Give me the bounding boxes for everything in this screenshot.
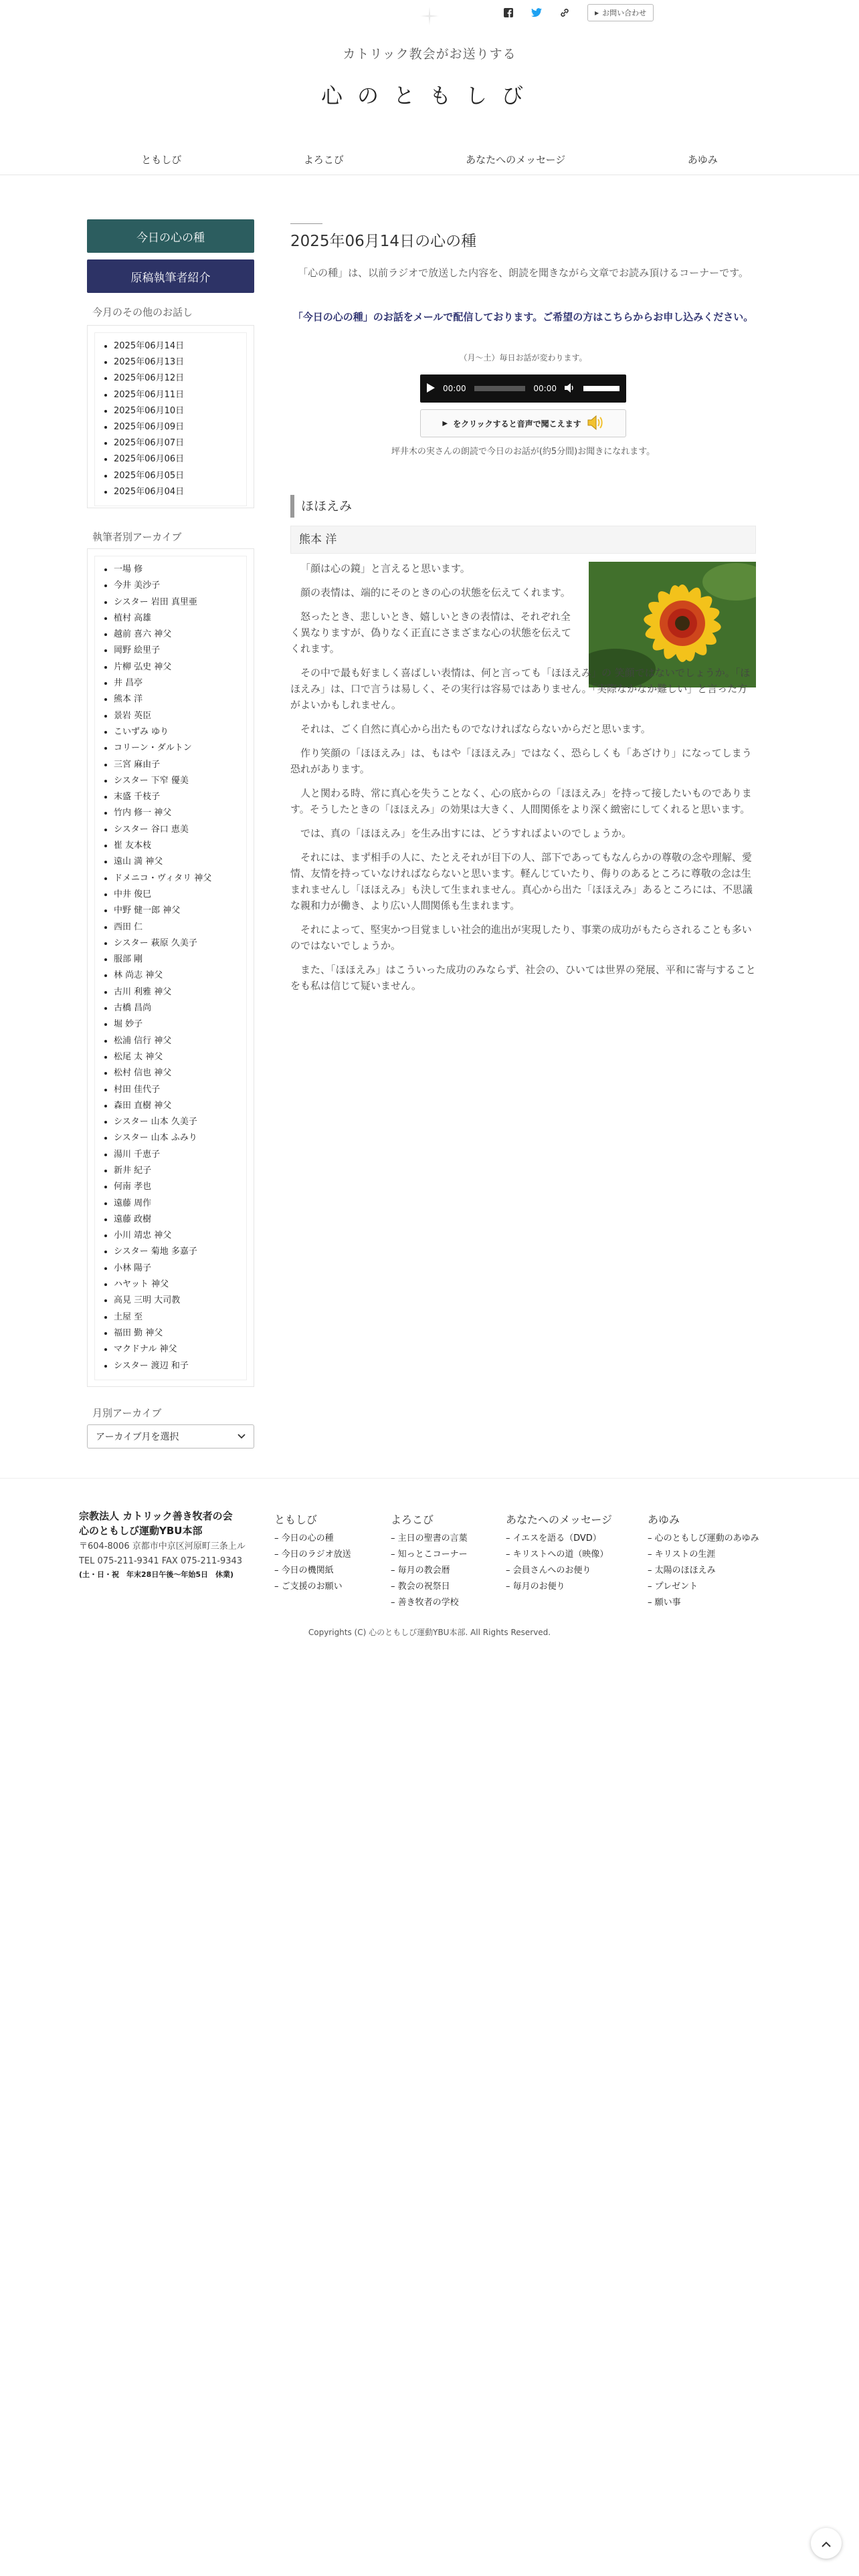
today-seed-button[interactable]: 今日の心の種 <box>87 219 254 253</box>
footer-link-label: キリストの生涯 <box>654 1549 716 1560</box>
footer-link-label: プレゼント <box>654 1582 698 1592</box>
footer-org <box>79 1509 233 1538</box>
dash-bullet: – <box>648 1582 655 1592</box>
author-archive-link[interactable]: • シスター 萩原 久美子 <box>114 936 240 952</box>
author-archive-link[interactable]: • 何南 孝也 <box>114 1179 240 1195</box>
author-archive-link[interactable]: • 古橋 昌尚 <box>114 1000 240 1016</box>
back-to-top-button[interactable] <box>811 2528 842 2559</box>
dash-bullet: – <box>391 1566 398 1576</box>
author-archive-link[interactable]: • 福田 勤 神父 <box>114 1325 240 1341</box>
header-utility <box>503 4 654 21</box>
other-talks-box <box>87 325 254 508</box>
author-archive-link[interactable]: • シスター 下窄 優美 <box>114 773 240 789</box>
footer-hours: (土・日・祝 年末28日午後〜年始5日 休業) <box>79 1570 234 1579</box>
author-archive-link[interactable]: • 土屋 至 <box>114 1309 240 1325</box>
footer-link-label: 教会の祝祭日 <box>397 1582 450 1592</box>
seek-bar[interactable] <box>474 386 526 391</box>
footer-link[interactable] <box>506 1579 612 1595</box>
dash-bullet: – <box>391 1582 398 1592</box>
author-archive-link[interactable]: • シスター 岩田 真里亜 <box>114 595 240 611</box>
sparkle-decoration <box>420 7 439 25</box>
footer-link-label: 今日のラジオ放送 <box>281 1549 351 1560</box>
author-archive-link[interactable]: • 松浦 信行 神父 <box>114 1033 240 1049</box>
footer-link-label: 主日の聖書の言葉 <box>397 1533 468 1543</box>
author-archive-link[interactable]: • 遠山 満 神父 <box>114 854 240 870</box>
copyright: Copyrights (C) 心のともしび運動YBU本部. All Rights Reserved. <box>308 1628 551 1637</box>
footer-link[interactable] <box>274 1579 351 1595</box>
dash-bullet: – <box>391 1598 398 1608</box>
other-talk-link[interactable]: • 2025年06月14日 <box>114 338 240 354</box>
chevron-up-icon <box>822 2537 831 2550</box>
footer-col-yorokobi <box>391 1511 468 1611</box>
dash-bullet: – <box>274 1549 282 1560</box>
speaker-icon <box>587 415 604 432</box>
article-paragraph: それは、ごく自然に真心から出たものでなければならないからだと思います。 <box>300 723 651 735</box>
other-talk-link[interactable]: • 2025年06月05日 <box>114 468 240 484</box>
dash-bullet: – <box>506 1549 513 1560</box>
dash-bullet: – <box>506 1533 513 1543</box>
footer-link[interactable] <box>648 1547 759 1563</box>
other-talk-link[interactable]: • 2025年06月09日 <box>114 419 240 435</box>
footer-link[interactable] <box>391 1579 468 1595</box>
article-paragraph: 作り笑顔の「ほほえみ」は、もはや「ほほえみ」ではなく、恐らしくも「あざけり」になってしまう恐れがあります。 <box>290 747 752 775</box>
footer-link-label: 毎月のお便り <box>512 1582 565 1592</box>
footer-tel: TEL 075-211-9341 FAX 075-211-9343 <box>79 1556 243 1566</box>
dash-bullet: – <box>391 1533 398 1543</box>
author-archive-link[interactable]: • 松尾 太 神父 <box>114 1049 240 1065</box>
author-archive-link[interactable]: • 遠藤 政樹 <box>114 1212 240 1228</box>
volume-slider[interactable] <box>583 386 619 391</box>
twitter-icon[interactable] <box>531 7 542 18</box>
footer-col-message <box>506 1511 612 1595</box>
article-paragraph: 怒ったとき、悲しいとき、嬉しいときの表情は、それぞれ全く異なりますが、偽りなく正直にさまざまな心の状態を伝えてくれます。 <box>290 611 572 655</box>
site-tagline: カトリック教会がお送りする <box>343 47 516 62</box>
footer-link[interactable] <box>648 1595 759 1611</box>
article-paragraph: それによって、堅実かつ目覚ましい社会的進出が実現したり、事業の成功がもたらされることも多いのではないでしょうか。 <box>290 924 752 952</box>
author-archive-link[interactable]: • 井 昌亭 <box>114 675 240 691</box>
site-logo[interactable]: 心のともしび <box>320 83 538 108</box>
article-paragraph: 顔の表情は、端的にそのときの心の状態を伝えてくれます。 <box>300 586 571 599</box>
reader-note: 坪井木の実さんの朗読で今日のお話が(約5分間)お聞きになれます。 <box>391 447 656 457</box>
dash-bullet: – <box>648 1549 655 1560</box>
volume-icon[interactable] <box>565 383 575 395</box>
author-archive-link[interactable]: • 西田 仁 <box>114 920 240 936</box>
author-archive-link[interactable]: • 片柳 弘史 神父 <box>114 659 240 675</box>
author-archive-link[interactable]: • 一場 修 <box>114 562 240 578</box>
author-archive-link[interactable]: • 堀 妙子 <box>114 1016 240 1033</box>
author-archive-link[interactable]: • 末盛 千枝子 <box>114 789 240 805</box>
dash-bullet: – <box>274 1566 282 1576</box>
contact-label: お問い合わせ <box>602 9 647 17</box>
author-archive-link[interactable]: • 三宮 麻由子 <box>114 757 240 773</box>
footer-link[interactable] <box>391 1547 468 1563</box>
footer-col-list <box>648 1531 759 1611</box>
other-talk-link[interactable]: • 2025年06月07日 <box>114 435 240 451</box>
duration: 00:00 <box>533 384 557 393</box>
dash-bullet: – <box>648 1566 655 1576</box>
dash-bullet: – <box>274 1582 282 1592</box>
footer-link[interactable] <box>274 1531 351 1547</box>
footer-link[interactable] <box>648 1531 759 1547</box>
author-archive-box <box>87 548 254 1387</box>
page-title: 2025年06月14日の心の種 <box>290 233 477 250</box>
author-archive-link[interactable]: • シスター 山本 ふみり <box>114 1130 240 1146</box>
footer-link-label: ご支援のお願い <box>281 1582 343 1592</box>
footer-col-ayumi <box>648 1511 759 1611</box>
author-archive-link[interactable]: • 小川 靖忠 神父 <box>114 1228 240 1244</box>
play-triangle-icon: ▶ <box>442 419 448 427</box>
footer-link[interactable] <box>506 1563 612 1579</box>
footer-link[interactable] <box>506 1531 612 1547</box>
other-talk-link[interactable]: • 2025年06月12日 <box>114 370 240 387</box>
author-archive-link[interactable]: • シスター 菊地 多嘉子 <box>114 1244 240 1260</box>
author-archive-link[interactable]: • シスター 渡辺 和子 <box>114 1358 240 1374</box>
author-archive-link[interactable]: • 新井 紀子 <box>114 1163 240 1179</box>
footer-col-title: あゆみ <box>648 1513 680 1526</box>
article-paragraph: その中で最も好ましく喜ばしい表情は、何と言っても「ほほえみ」の 笑顔ではないでしょうか。「ほほえみ」は、口で言うは易しく、その実行は容易ではありません。「実際なかなか難しい」と言った方がよいかもしれません。 <box>290 667 751 711</box>
mail-subscribe-link[interactable]: 「今日の心の種」のお話をメールで配信しております。ご希望の方はこちらからお申し込みください。 <box>292 311 754 323</box>
footer-col-title: ともしび <box>274 1513 318 1526</box>
author-archive-link[interactable]: • 湯川 千恵子 <box>114 1147 240 1163</box>
author-archive-link[interactable]: • 中井 俊巳 <box>114 887 240 903</box>
section-heading: ほほえみ <box>290 495 756 518</box>
author-archive-link[interactable]: • 遠藤 周作 <box>114 1196 240 1212</box>
author-archive-link[interactable]: • 今井 美沙子 <box>114 578 240 594</box>
author-archive-link[interactable]: • シスター 谷口 恵美 <box>114 822 240 838</box>
other-talk-link[interactable]: • 2025年06月10日 <box>114 403 240 419</box>
footer-link-label: 心のともしび運動のあゆみ <box>654 1533 759 1543</box>
footer-link[interactable] <box>391 1531 468 1547</box>
footer-link[interactable] <box>391 1595 468 1611</box>
article-paragraph: 人と関わる時、常に真心を失うことなく、心の底からの「ほほえみ」を持って接したいものであります。そうしたときの「ほほえみ」の効果は大きく、人間関係をより深く緻密にしてくれると思います。 <box>290 787 752 815</box>
footer-col-list <box>391 1531 468 1611</box>
author-archive-link[interactable]: • 高見 三明 大司教 <box>114 1293 240 1309</box>
article-paragraph: 「顔は心の鏡」と言えると思います。 <box>300 562 470 574</box>
other-talks-list <box>114 338 240 500</box>
author-archive-link[interactable]: • 林 尚志 神父 <box>114 968 240 984</box>
month-archive-select[interactable] <box>87 1424 254 1448</box>
nav-item-ayumi[interactable]: あゆみ <box>687 154 718 166</box>
footer-link-label: 願い事 <box>654 1598 681 1608</box>
footer-link[interactable] <box>648 1579 759 1595</box>
author-archive-link[interactable]: • こいずみ ゆり <box>114 724 240 740</box>
audio-player <box>420 374 626 403</box>
footer-col-title: よろこび <box>391 1513 434 1526</box>
other-talk-link[interactable]: • 2025年06月06日 <box>114 451 240 467</box>
facebook-icon[interactable] <box>503 7 514 18</box>
dash-bullet: – <box>506 1566 513 1576</box>
chevron-right-icon: ▶ <box>595 9 599 16</box>
voice-play-button[interactable] <box>420 409 626 437</box>
author-archive-link[interactable]: • 景岩 英臣 <box>114 708 240 724</box>
footer-link[interactable] <box>506 1547 612 1563</box>
nav-item-message[interactable]: あなたへのメッセージ <box>466 154 566 166</box>
month-select-value: アーカイブ月を選択 <box>96 1432 179 1442</box>
footer-link[interactable] <box>274 1547 351 1563</box>
dash-bullet: – <box>648 1598 655 1608</box>
nav-item-tomoshibi[interactable]: ともしび <box>141 154 182 166</box>
footer-col-list <box>274 1531 351 1595</box>
article-paragraph: それには、まず相手の人に、たとえそれが目下の人、部下であってもなんらかの尊敬の念や理解、愛情、友情を持っていなければならないと思います。軽んじていたり、侮りのあるところに尊敬の念は生まれませんし「ほほえみ」も決して生まれません。真心から出た「ほほえみ」あるところには、不思議な親和力が働き、より広い人間関係も生まれます。 <box>290 851 753 911</box>
article-paragraph: また、「ほほえみ」はこういった成功のみならず、社会の、ひいては世界の発展、平和に寄与することをも私は信じて疑いません。 <box>290 964 756 992</box>
author-archive-link[interactable]: • マクドナル 神父 <box>114 1341 240 1358</box>
footer-link-label: 太陽のほほえみ <box>654 1566 716 1576</box>
dash-bullet: – <box>274 1533 282 1543</box>
author-archive-list <box>114 562 240 1374</box>
schedule-note: （月〜土）毎日お話が変わります。 <box>459 353 587 362</box>
footer-link-label: キリストへの道（映像） <box>512 1549 609 1560</box>
author-archive-link[interactable]: • 中野 健一郎 神父 <box>114 903 240 919</box>
voice-button-label: をクリックすると音声で聞こえます <box>453 419 581 429</box>
author-archive-link[interactable]: • 崔 友本枝 <box>114 838 240 854</box>
author-archive-link[interactable]: • ハヤット 神父 <box>114 1277 240 1293</box>
footer-address <box>79 1539 246 1569</box>
author-archive-link[interactable]: • 熊本 洋 <box>114 691 240 708</box>
article-body <box>290 560 756 1002</box>
footer-link-label: 毎月の教会暦 <box>397 1566 450 1576</box>
contact-button[interactable] <box>587 4 654 21</box>
footer-link[interactable] <box>391 1563 468 1579</box>
author-archive-link[interactable]: • 小林 陽子 <box>114 1261 240 1277</box>
footer-org-line2: 心のともしび運動YBU本部 <box>79 1525 203 1537</box>
footer-link-label: イエスを語る（DVD） <box>512 1533 601 1543</box>
title-divider <box>290 223 322 224</box>
play-icon[interactable] <box>427 383 435 395</box>
author-archive-link[interactable]: • シスター 山本 久美子 <box>114 1114 240 1130</box>
global-nav <box>0 144 859 175</box>
dash-bullet: – <box>506 1582 513 1592</box>
author-archive-link[interactable]: • 古川 利雅 神父 <box>114 984 240 1000</box>
author-name: 熊本 洋 <box>290 526 756 554</box>
author-archive-link[interactable]: • 越前 喜六 神父 <box>114 627 240 643</box>
author-archive-link[interactable]: • 植村 高雄 <box>114 611 240 627</box>
footer-link[interactable] <box>274 1563 351 1579</box>
author-archive-link[interactable]: • 岡野 絵里子 <box>114 643 240 659</box>
author-archive-link[interactable]: • ドメニコ・ヴィタリ 神父 <box>114 871 240 887</box>
article-paragraph: では、真の「ほほえみ」を生み出すには、どうすればよいのでしょうか。 <box>300 827 632 839</box>
other-talks-heading: 今月のその他のお話し <box>92 306 193 318</box>
other-talk-link[interactable]: • 2025年06月13日 <box>114 354 240 370</box>
author-archive-link[interactable]: • 松村 信也 神父 <box>114 1065 240 1081</box>
footer-link[interactable] <box>648 1563 759 1579</box>
footer-org-line1: 宗教法人 カトリック善き牧者の会 <box>79 1510 233 1522</box>
footer-col-tomoshibi <box>274 1511 351 1595</box>
footer-link-label: 会員さんへのお便り <box>512 1566 591 1576</box>
dash-bullet: – <box>391 1549 398 1560</box>
other-talk-link[interactable]: • 2025年06月04日 <box>114 484 240 500</box>
footer-link-label: 今日の機関紙 <box>281 1566 334 1576</box>
footer-link-label: 知っとこコーナー <box>397 1549 468 1560</box>
other-talk-link[interactable]: • 2025年06月11日 <box>114 387 240 403</box>
author-archive-link[interactable]: • コリーン・ダルトン <box>114 740 240 756</box>
footer-link-label: 今日の心の種 <box>281 1533 334 1543</box>
footer-address-line: 〒604-8006 京都市中京区河原町三条上ル <box>79 1541 246 1551</box>
author-archive-link[interactable]: • 服部 剛 <box>114 952 240 968</box>
author-archive-link[interactable]: • 村田 佳代子 <box>114 1082 240 1098</box>
dash-bullet: – <box>648 1533 655 1543</box>
nav-item-yorokobi[interactable]: よろこび <box>303 154 344 166</box>
author-archive-link[interactable]: • 竹内 修一 神父 <box>114 805 240 821</box>
author-archive-heading: 執筆者別アーカイブ <box>92 531 182 543</box>
chevron-down-icon <box>237 1431 246 1442</box>
footer-col-list <box>506 1531 612 1595</box>
footer-link-label: 善き牧者の学校 <box>397 1598 459 1608</box>
authors-intro-button[interactable]: 原稿執筆者紹介 <box>87 259 254 293</box>
month-archive-heading: 月別アーカイブ <box>92 1407 162 1419</box>
intro-text: 「心の種」は、以前ラジオで放送した内容を、朗読を聞きながら文章でお読み頂けるコーナーです。 <box>298 267 749 279</box>
current-time: 00:00 <box>443 384 466 393</box>
footer-divider <box>0 1478 859 1479</box>
footer-col-title: あなたへのメッセージ <box>506 1513 613 1526</box>
link-icon[interactable] <box>559 7 570 18</box>
author-archive-link[interactable]: • 森田 直樹 神父 <box>114 1098 240 1114</box>
